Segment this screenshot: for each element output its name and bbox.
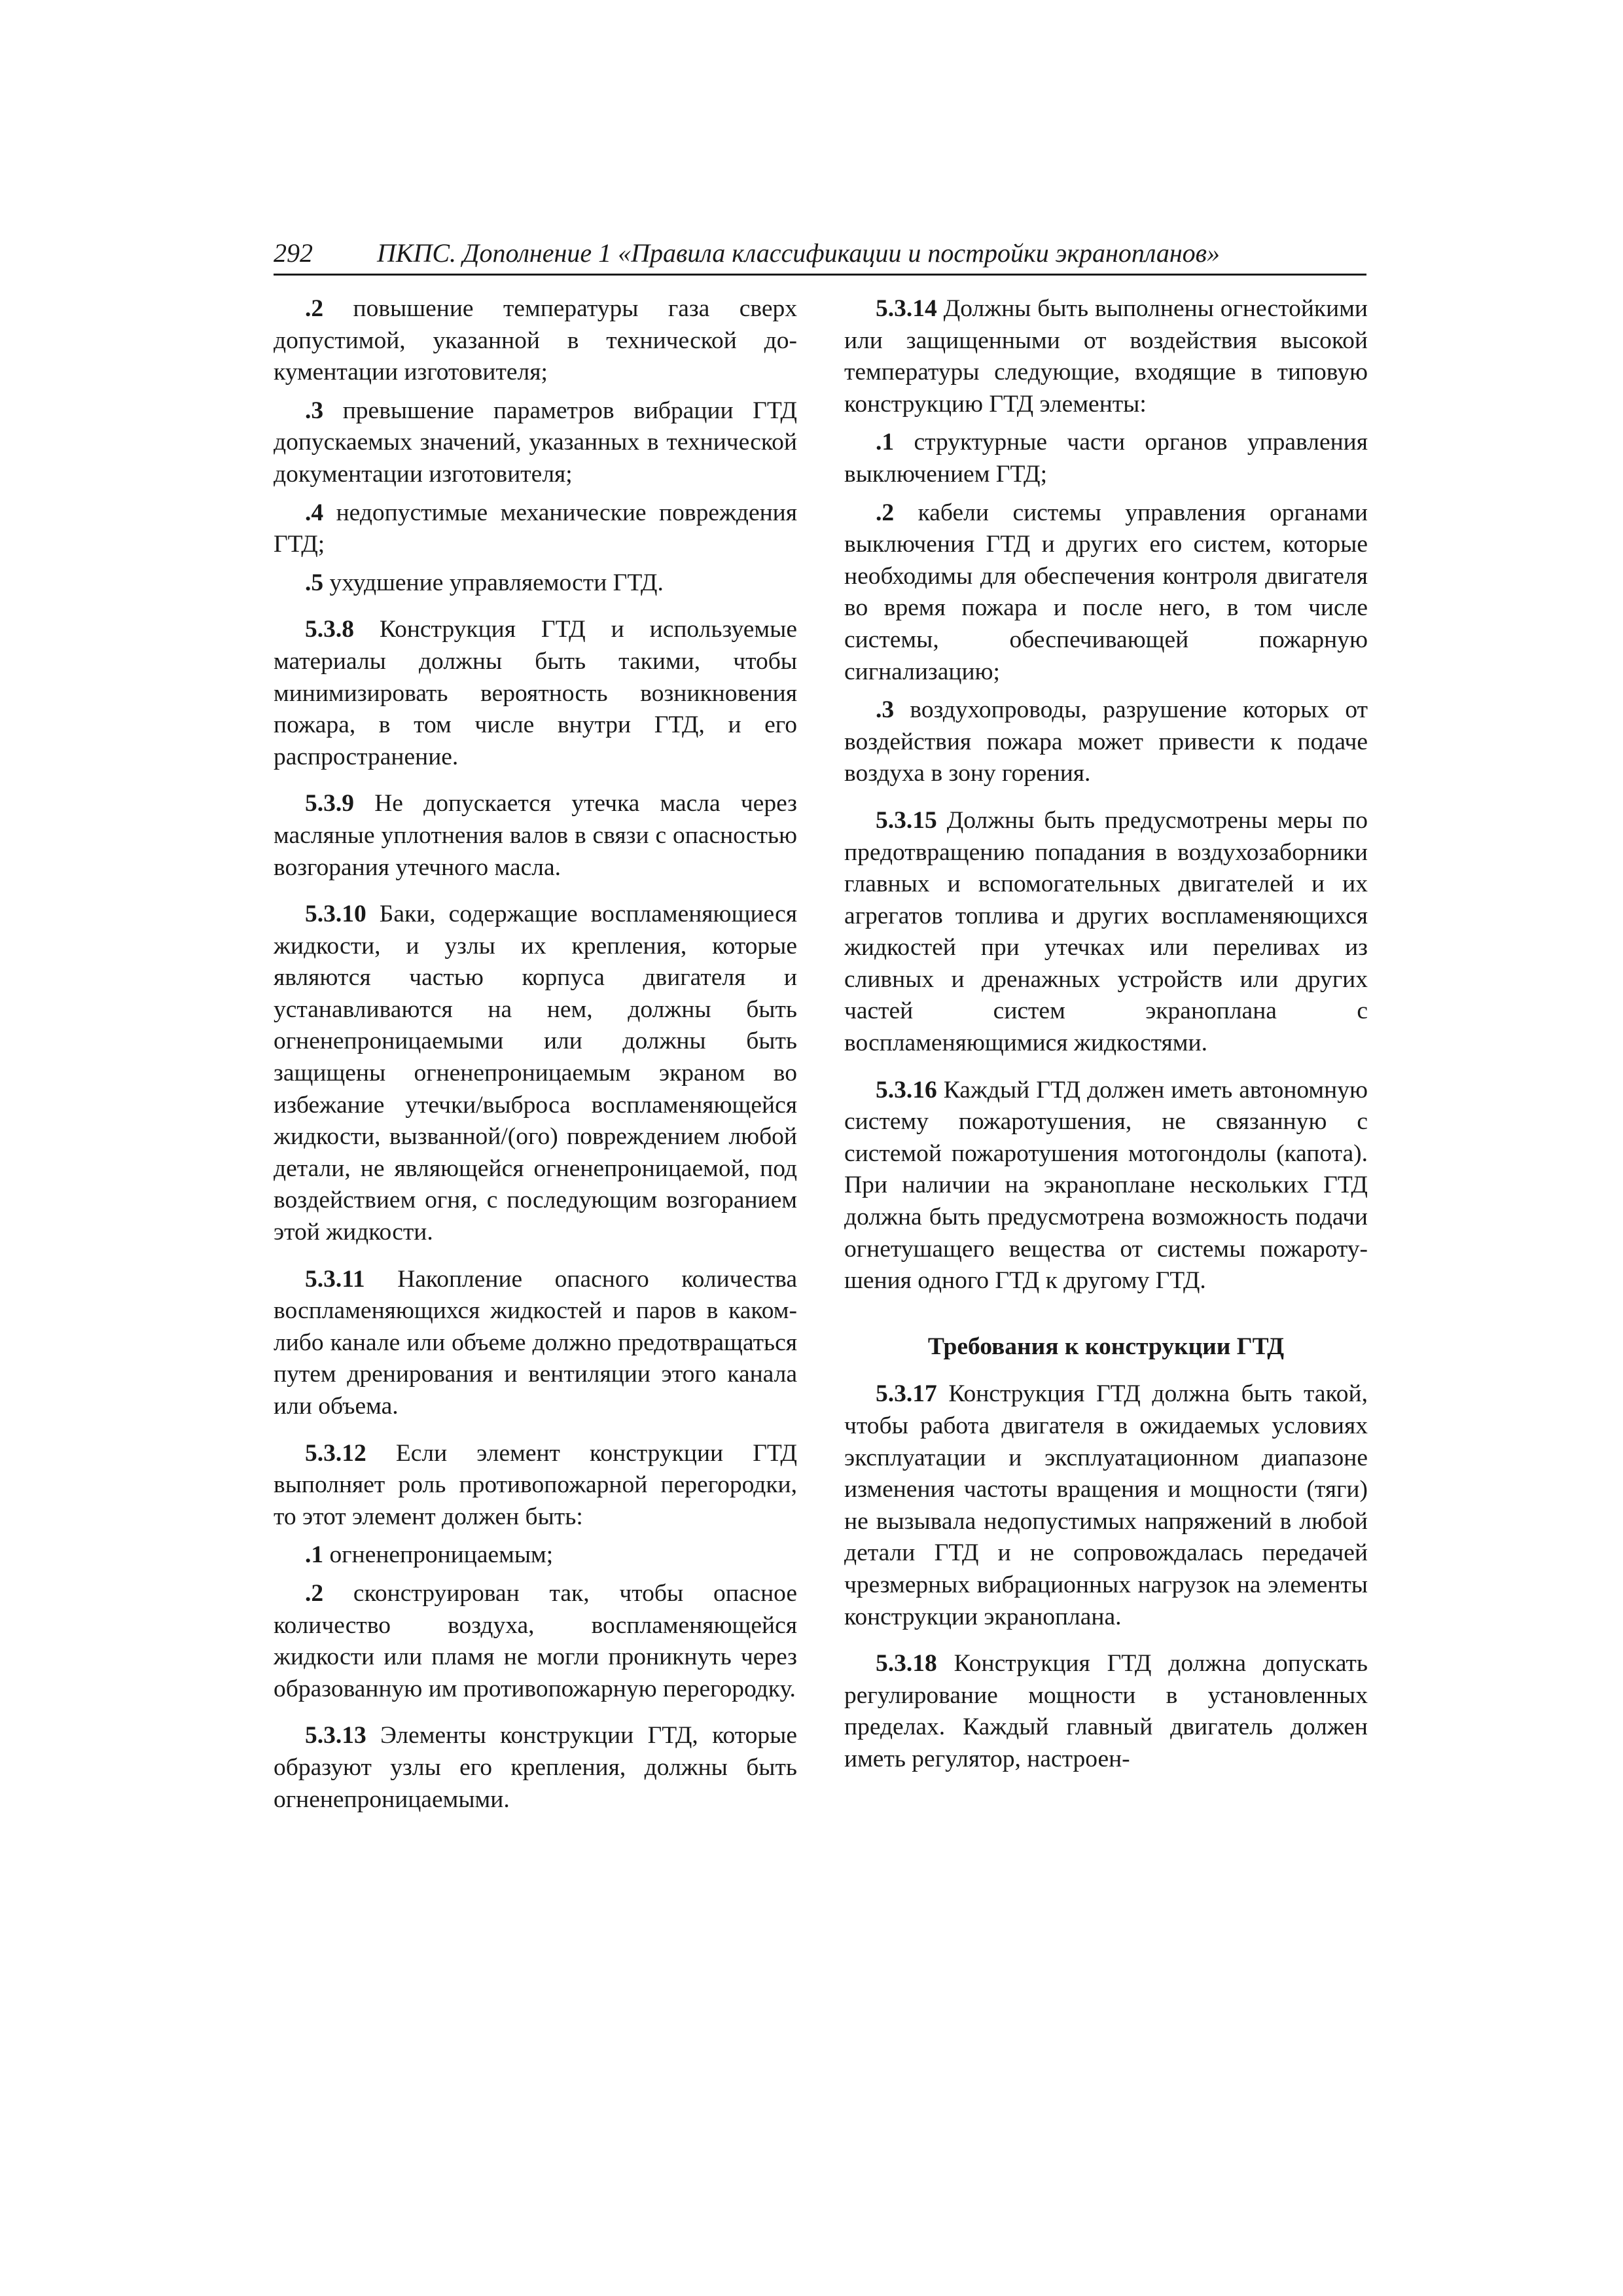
item-number: .3 [876,696,895,724]
item-number: .2 [305,295,324,322]
right-column [844,293,1368,1776]
item-text: структурные части органов управления выключением ГТД; [844,429,1368,488]
paragraph-text: Конструкция ГТД и используемые материалы должны быть такими, чтобы минимизировать вероятность возникновения пожара, в том числе внутри ГТД, и его распространение. [274,616,797,770]
clause-number: 5.3.14 [876,295,937,322]
page-header [274,233,1366,276]
paragraph [274,1264,797,1423]
clause-number: 5.3.10 [305,901,366,928]
item-number: .1 [876,429,895,456]
item-number: .4 [305,499,324,526]
list-item [274,293,797,389]
paragraph-text: Баки, содержащие воспламеняющиеся жидкости, и узлы их крепления, которые являются частью корпуса двигателя и устанавливаются на нем, должны быть огненепроницаемыми или должны быть защищены огненепроницаемым экраном во избежание утечки/выброса воспламеняющейся жидкости, вызванной/(ого) повреждением любой детали, не являющейся огненепроницаемой, под воздействием огня, с последующим возгоранием этой жидкости. [274,901,797,1246]
item-number: .2 [305,1579,324,1607]
paragraph [844,1075,1368,1297]
clause-number: 5.3.18 [876,1650,937,1677]
paragraph [274,788,797,884]
item-text: недопустимые механические повреждения ГТД; [274,499,797,558]
item-number: .1 [305,1541,324,1569]
clause-number: 5.3.17 [876,1380,937,1408]
clause-number: 5.3.11 [305,1265,365,1293]
paragraph-text: Конструкция ГТД должна быть такой, чтобы работа двигателя в ожидаемых условиях эксплуатации и эксплуатационном диапазоне изменения частоты вращения и мощности (тяги) не вызывала недопустимых напряжений в любой детали ГТД и не сопровождалась передачей чрезмерных вибрационных нагрузок на элементы конструкции экраноплана. [844,1380,1368,1630]
paragraph [844,293,1368,420]
paragraph-text: Должны быть предусмотрены меры по предотвращению попадания в воздухозаборники главных и вспомогательных двигателей и их агрегатов топлива и других воспламеняющихся жидкостей при утечках или переливах из сливных и дренажных устройств или других частей систем экраноплана с воспламеняющимися жидкостями. [844,806,1368,1057]
item-text: сконструирован так, чтобы опасное количество воздуха, воспламеняющейся жидкости или пламя не могли проникнуть через образованную им противопожарную перегородку. [274,1579,797,1702]
running-title: ПКПС. Дополнение 1 «Правила классификации и постройки экранопланов» [377,238,1221,268]
list-item [274,567,797,600]
list-item [274,395,797,491]
list-item [274,1539,797,1571]
paragraph-text: Каждый ГТД должен иметь автономную систему пожаротушения, не связанную с системой пожаротушения мотогондолы (капота). При наличии на экраноплане нескольких ГТД должна быть предусмотрена возможность подачи огнетушащего вещества от системы пожаротушения одного ГТД к другому ГТД. [844,1076,1368,1295]
item-text: кабели системы управления органами выключения ГТД и других его систем, которые необходимы для обеспечения контроля двигателя во время пожара и после него, в том числе системы, обеспечивающей пожарную сигнализацию; [844,499,1368,685]
item-number: .5 [305,569,324,596]
item-text: превышение параметров вибрации ГТД допускаемых значений, указанных в технической документации изготовителя; [274,397,797,488]
list-item [844,497,1368,689]
list-item [844,427,1368,490]
list-item [274,497,797,561]
paragraph-text: Элементы конструкции ГТД, которые образуют узлы его крепления, должны быть огненепроницаемыми. [274,1722,797,1813]
section-heading: Требования к конструкции ГТД [927,1333,1285,1360]
clause-number: 5.3.13 [305,1722,366,1749]
clause-number: 5.3.12 [305,1439,366,1467]
clause-number: 5.3.9 [305,790,354,817]
clause-number: 5.3.8 [305,616,354,643]
list-item [274,1578,797,1705]
paragraph [844,1648,1368,1775]
list-item [844,694,1368,790]
clause-number: 5.3.16 [876,1076,937,1103]
clause-number: 5.3.15 [876,806,937,834]
item-text: повышение температуры газа сверх допустимой, указанной в технической документации изготовителя; [274,295,797,386]
paragraph [274,899,797,1249]
paragraph-text: Накопление опасного количества воспламеняющихся жидкостей и паров в каком-либо канале или объеме должно предотвращаться путем дренирования и вентиляции этого канала или объема. [274,1265,797,1420]
item-text: воздухопроводы, разрушение которых от воздействия пожара может привести к подаче воздуха в зону горения. [844,696,1368,787]
paragraph [844,1378,1368,1633]
page-number: 292 [274,238,313,268]
paragraph-text: Должны быть выполнены огнестойкими или защищенными от воздействия высокой температуры следующие, входящие в типовую конструкцию ГТД элементы: [844,295,1368,418]
item-text: огненепроницаемым; [323,1541,554,1569]
left-column [274,293,797,1816]
item-number: .2 [876,499,895,526]
paragraph-text: Конструкция ГТД должна допускать регулирование мощности в установленных пределах. Каждый главный двигатель должен иметь регулятор, настроен- [844,1650,1368,1772]
paragraph-text: Если элемент конструкции ГТД выполняет роль противопожарной перегородки, то этот элемент должен быть: [274,1439,797,1530]
item-text: ухудшение управляемости ГТД. [323,569,664,596]
paragraph [274,1438,797,1534]
paragraph-text: Не допускается утечка масла через масляные уплотнения валов в связи с опасностью возгорания утечного масла. [274,790,797,881]
paragraph [274,614,797,773]
item-number: .3 [305,397,324,424]
paragraph [274,1720,797,1816]
paragraph [844,805,1368,1060]
